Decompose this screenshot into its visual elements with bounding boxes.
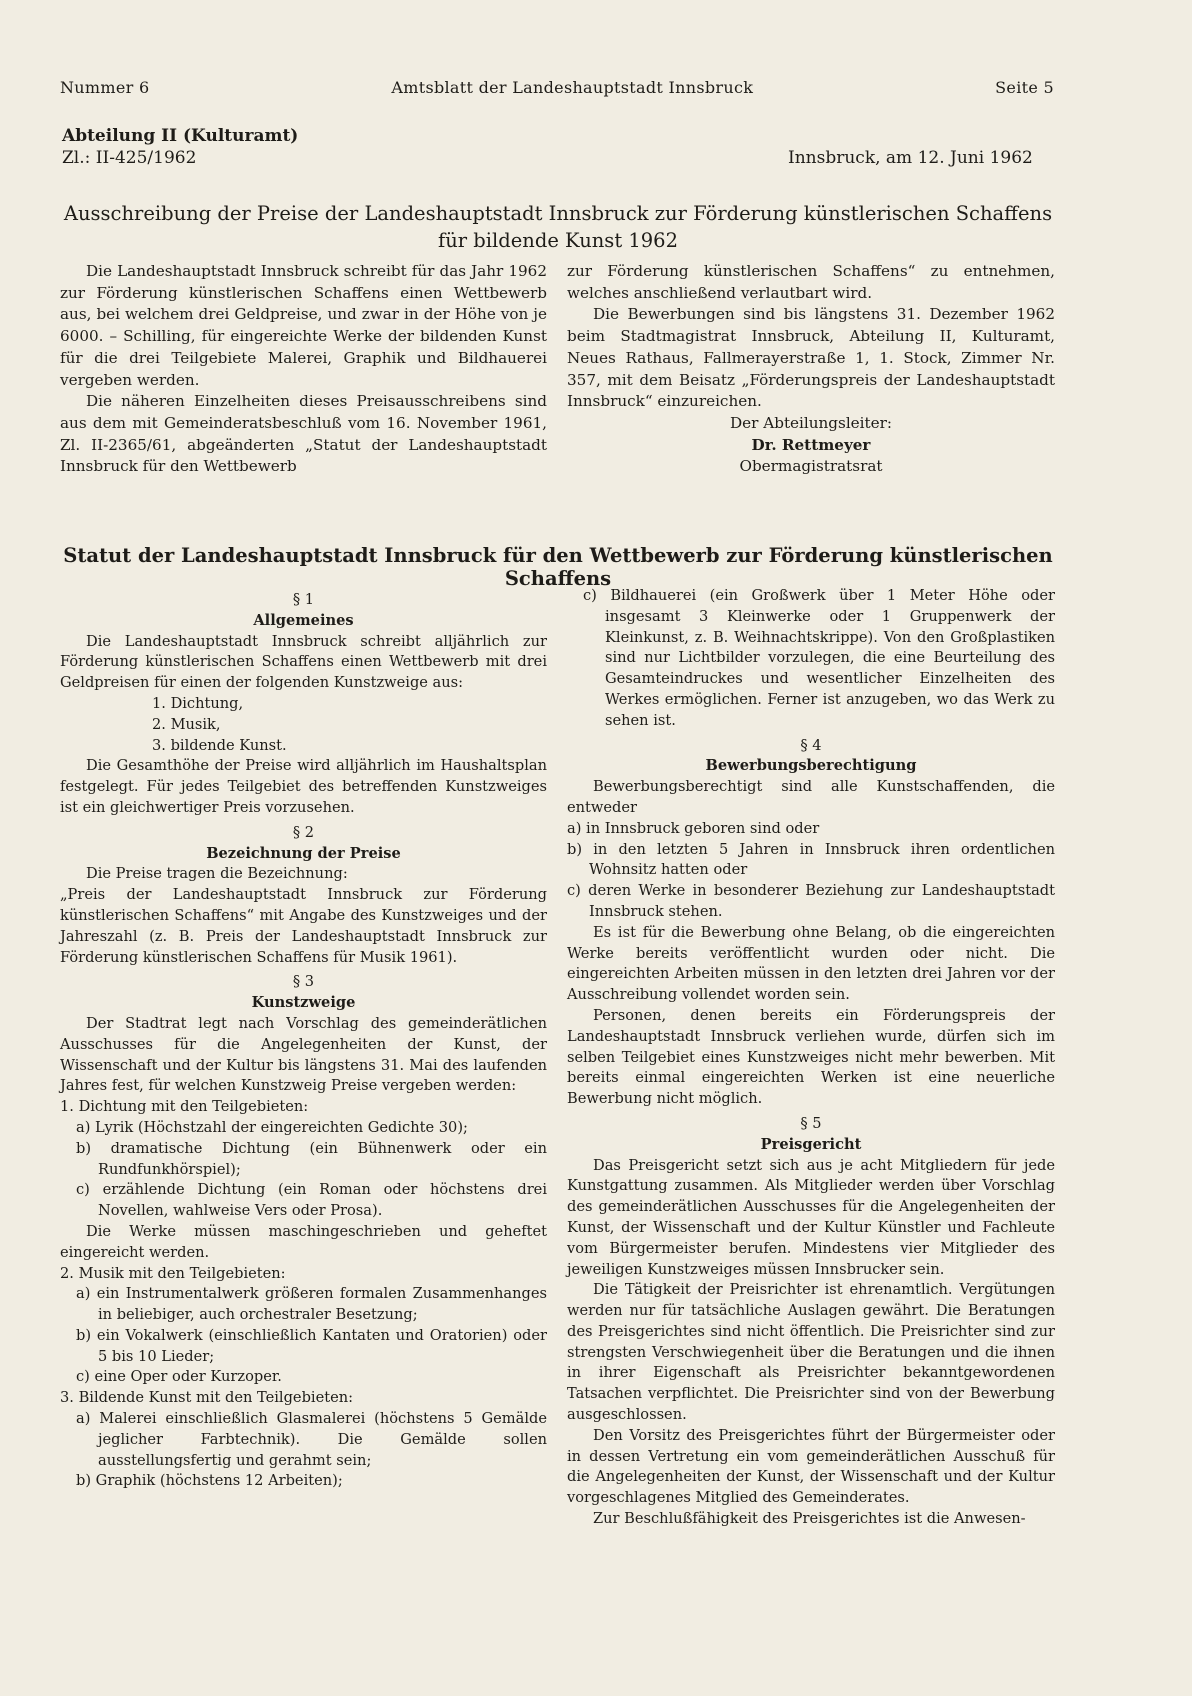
section-heading: Bewerbungsberechtigung [705, 757, 917, 775]
page-header [60, 78, 1054, 97]
publication-title: Amtsblatt der Landeshauptstadt Innsbruck [391, 78, 754, 97]
list-item: a) Lyrik (Höchstzahl der eingereichten Gedichte 30); [76, 1118, 468, 1136]
statute-paragraph: Es ist für die Bewerbung ohne Belang, ob die eingereichten Werke bereits veröffentlicht wurden oder nicht. Die eingereichten Arbeiten müssen in den letzten drei Jahren vor der Ausschreibung vollendet worden sein. [567, 923, 1055, 1004]
list-item: b) Graphik (höchstens 12 Arbeiten); [76, 1472, 343, 1490]
section-heading: Bezeichnung der Preise [206, 844, 401, 862]
statute-column-right [567, 586, 1055, 1530]
announcement-paragraph: Die Bewerbungen sind bis längstens 31. Dezember 1962 beim Stadtmagistrat Innsbruck, Abteilung II, Kulturamt, Neues Rathaus, Fallmerayerstraße 1, 1. Stock, Zimmer Nr. 357, mit dem Beisatz „Förderungspreis der Landeshauptstadt Innsbruck“ einzureichen. [567, 305, 1055, 411]
list-item: c) eine Oper oder Kurzoper. [76, 1368, 282, 1386]
statute-paragraph: Zur Beschlußfähigkeit des Preisgerichtes ist die Anwesen- [593, 1510, 1026, 1528]
list-item: 2. Musik, [152, 715, 221, 733]
announcement-paragraph: Die näheren Einzelheiten dieses Preisausschreibens sind aus dem mit Gemeinderatsbeschluß vom 16. November 1961, Zl. II-2365/61, abgeänderten „Statut der Landeshauptstadt Innsbruck für den Wettbewerb [60, 392, 547, 476]
list-item: a) Malerei einschließlich Glasmalerei (höchstens 5 Gemälde jeglicher Farbtechnik). Die Gemälde sollen ausstellungsfertig und gerahmt sein; [76, 1410, 547, 1469]
statute-paragraph: Die Tätigkeit der Preisrichter ist ehrenamtlich. Vergütungen werden nur für tatsächliche Auslagen gewährt. Die Beratungen des Preisgerichtes sind nicht öffentlich. Die Preisrichter sind zur strengsten Verschwiegenheit über die Beratungen und die ihnen in ihrer Eigenschaft als Preisrichter bekanntgewordenen Tatsachen verpflichtet. Die Preisrichter sind von der Bewerbung ausgeschlossen. [567, 1281, 1055, 1424]
announcement-paragraph: zur Förderung künstlerischen Schaffens“ zu entnehmen, welches anschließend verlautbart wird. [567, 262, 1055, 302]
statute-paragraph: Die Preise tragen die Bezeichnung: [86, 865, 348, 883]
statute-column-left [60, 586, 547, 1492]
announcement-column-left [60, 261, 547, 478]
section-number: § 1 [292, 591, 315, 608]
page-number: Seite 5 [995, 78, 1054, 97]
section-number: § 4 [800, 736, 822, 754]
statute-paragraph: Den Vorsitz des Preisgerichtes führt der Bürgermeister oder in dessen Vertretung ein vom gemeinderätlichen Ausschuß für die Angelegenheiten der Kunst, der Wissenschaft und der Kultur vorgeschlagenes Mitglied des Gemeinderates. [567, 1426, 1055, 1507]
reference-number: Zl.: II-425/1962 [62, 148, 197, 168]
section-heading: Allgemeines [253, 611, 354, 629]
list-item: a) ein Instrumentalwerk größeren formalen Zusammenhanges in beliebiger, auch orchestraler Besetzung; [76, 1285, 547, 1324]
announcement-column-right [567, 261, 1055, 478]
section-number: § 3 [292, 973, 315, 991]
announcement-title-line1: Ausschreibung der Preise der Landeshauptstadt Innsbruck zur Förderung künstlerischen Schaffens [63, 202, 1053, 225]
list-item: b) in den letzten 5 Jahren in Innsbruck ihren ordentlichen Wohnsitz hatten oder [567, 840, 1055, 879]
list-item: 3. bildende Kunst. [152, 736, 287, 754]
signer-title: Der Abteilungsleiter: [730, 413, 892, 432]
section-heading: Kunstzweige [251, 994, 356, 1012]
statute-title: Statut der Landeshauptstadt Innsbruck für den Wettbewerb zur Förderung künstlerischen Schaffens [63, 544, 1053, 590]
list-heading: 2. Musik mit den Teilgebieten: [60, 1264, 286, 1282]
signer-name: Dr. Rettmeyer [751, 435, 871, 454]
statute-paragraph: „Preis der Landeshauptstadt Innsbruck zur Förderung künstlerischen Schaffens“ mit Angabe des Kunstzweiges und der Jahreszahl (z. B. Preis der Landeshauptstadt Innsbruck zur Förderung künstlerischen Schaffens für Musik 1961). [60, 886, 547, 966]
list-item: c) deren Werke in besonderer Beziehung zur Landeshauptstadt Innsbruck stehen. [567, 882, 1055, 920]
section-number: § 2 [292, 823, 315, 841]
announcement-title-line2: für bildende Kunst 1962 [438, 229, 678, 252]
statute-paragraph: Das Preisgericht setzt sich aus je acht Mitgliedern für jede Kunstgattung zusammen. Als Mitglieder werden über Vorschlag des gemeinderätlichen Ausschusses für die Angelegenheiten der Kunst, der Wissenschaft und der Kultur Künstler und Fachleute vom Bürgermeister berufen. Mindestens vier Mitglieder des jeweiligen Kunstzweiges müssen Innsbrucker sein. [567, 1156, 1055, 1278]
list-item: c) Bildhauerei (ein Großwerk über 1 Meter Höhe oder insgesamt 3 Kleinwerke oder 1 Gruppenwerk der Kleinkunst, z. B. Weihnachtskrippe). Von den Großplastiken sind nur Lichtbilder vorzulegen, die eine Beurteilung des Gesamteindruckes und wesentlicher Einzelheiten des Werkes ermöglichen. Ferner ist anzugeben, wo das Werk zu sehen ist. [583, 587, 1055, 729]
statute-paragraph: Bewerbungsberechtigt sind alle Kunstschaffenden, die entweder [567, 778, 1055, 816]
statute-paragraph: Die Gesamthöhe der Preise wird alljährlich im Haushaltsplan festgelegt. Für jedes Teilgebiet des betreffenden Kunstzweiges ist ein gleichwertiger Preis vorzusehen. [60, 757, 547, 816]
list-item: c) erzählende Dichtung (ein Roman oder höchstens drei Novellen, wahlweise Vers oder Prosa). [76, 1181, 547, 1220]
signer-rank: Obermagistratsrat [739, 457, 883, 476]
announcement-paragraph: Die Landeshauptstadt Innsbruck schreibt für das Jahr 1962 zur Förderung künstlerischen Schaffens einen Wettbewerb aus, bei welchem drei Geldpreise, und zwar in der Höhe von je 6000. – Schilling, für eingereichte Werke der bildenden Kunst für die drei Teilgebiete Malerei, Graphik und Bildhauerei vergeben werden. [60, 262, 547, 389]
department: Abteilung II (Kulturamt) [62, 126, 299, 146]
statute-paragraph: Personen, denen bereits ein Förderungspreis der Landeshauptstadt Innsbruck verliehen wurde, dürfen sich im selben Teilgebiet eines Kunstzweiges nicht mehr bewerben. Mit bereits einmal eingereichten Werken ist eine neuerliche Bewerbung nicht möglich. [567, 1006, 1055, 1108]
announcement-title [60, 200, 1056, 254]
list-item: b) ein Vokalwerk (einschließlich Kantaten und Oratorien) oder 5 bis 10 Lieder; [76, 1326, 547, 1365]
statute-paragraph: Die Werke müssen maschingeschrieben und geheftet eingereicht werden. [60, 1222, 547, 1261]
section-number: § 5 [800, 1114, 822, 1132]
list-item: a) in Innsbruck geboren sind oder [567, 819, 820, 837]
issue-number: Nummer 6 [60, 78, 150, 97]
section-heading: Preisgericht [760, 1135, 862, 1153]
statute-paragraph: Die Landeshauptstadt Innsbruck schreibt alljährlich zur Förderung künstlerischen Schaffens einen Wettbewerb mit drei Geldpreisen für einen der folgenden Kunstzweige aus: [60, 632, 547, 692]
list-item: b) dramatische Dichtung (ein Bühnenwerk oder ein Rundfunkhörspiel); [76, 1139, 547, 1178]
document-date: Innsbruck, am 12. Juni 1962 [788, 148, 1033, 168]
list-item: 1. Dichtung, [152, 694, 244, 712]
statute-paragraph: Der Stadtrat legt nach Vorschlag des gemeinderätlichen Ausschusses für die Angelegenheiten der Kunst, der Wissenschaft und der Kultur bis längstens 31. Mai des laufenden Jahres fest, für welchen Kunstzweig Preise vergeben werden: [60, 1014, 547, 1095]
list-heading: 3. Bildende Kunst mit den Teilgebieten: [60, 1389, 354, 1407]
list-heading: 1. Dichtung mit den Teilgebieten: [60, 1098, 309, 1116]
